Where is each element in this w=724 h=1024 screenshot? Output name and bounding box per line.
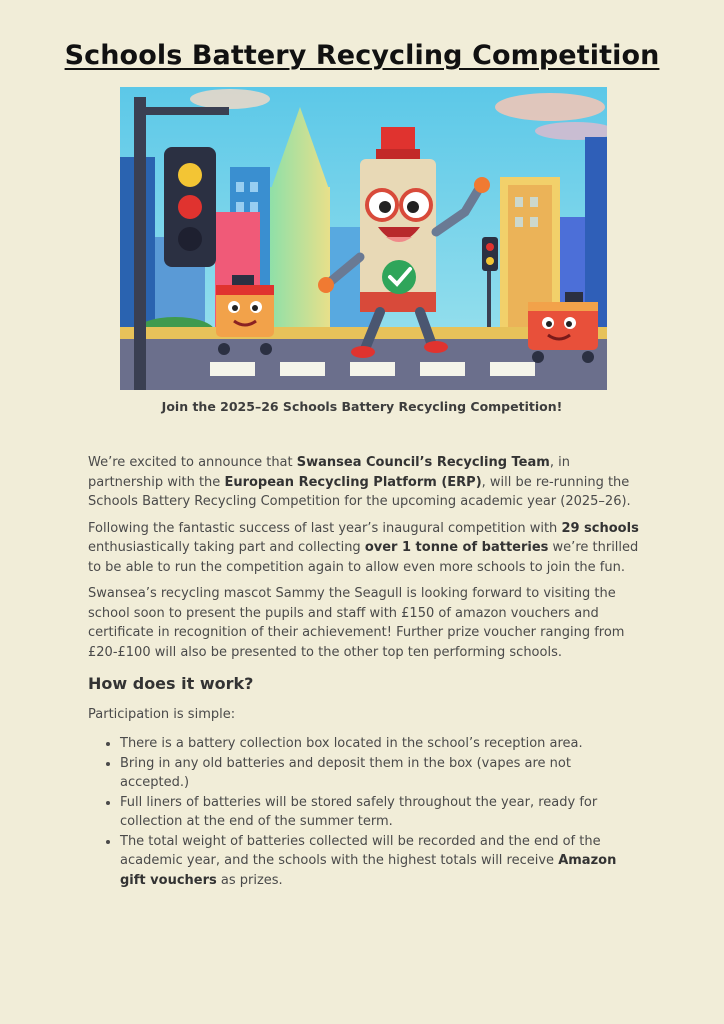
- step-4-text-2: as prizes.: [216, 872, 283, 888]
- article-body: [88, 453, 644, 890]
- intro-bold-1: Swansea Council’s Recycling Team: [296, 455, 550, 470]
- how-it-works-heading: How does it work?: [88, 674, 254, 693]
- page-title: Schools Battery Recycling Competition: [64, 40, 660, 71]
- list-item: [120, 832, 644, 891]
- step-4-text-1: The total weight of batteries collected will be recorded and the end of the academic year, and the schools with the highest totals will receive: [120, 833, 601, 868]
- success-paragraph: [88, 519, 644, 578]
- intro-bold-2: European Recycling Platform (ERP): [224, 474, 482, 490]
- intro-paragraph: [88, 453, 644, 512]
- success-text-1: Following the fantastic success of last year’s inaugural competition with: [88, 520, 562, 536]
- intro-text-2: , in partnership with the: [88, 455, 570, 490]
- hero-caption: Join the 2025–26 Schools Battery Recycling Competition!: [161, 399, 563, 414]
- participation-text: Participation is simple:: [88, 706, 236, 722]
- intro-text-3: , will be re-running the Schools Battery Recycling Competition for the upcoming academic year (2025–26).: [88, 474, 631, 509]
- success-bold-1: 29 schools: [561, 520, 639, 536]
- steps-list: [88, 734, 644, 890]
- list-item: • Full liners of batteries will be stored safely throughout the year, ready for collection at the end of the summer term.: [120, 793, 644, 832]
- success-bold-2: over 1 tonne of batteries: [364, 540, 549, 555]
- success-text-3: we’re thrilled to be able to run the competition again to allow even more schools to join the fun.: [88, 540, 639, 575]
- intro-text-1: We’re excited to announce that: [88, 455, 297, 470]
- step-4-bold: Amazon gift vouchers: [120, 853, 617, 888]
- mascot-paragraph: Swansea’s recycling mascot Sammy the Seagull is looking forward to visiting the school soon to present the pupils and staff with £150 of amazon vouchers and certificate in recognition of their achievement! Further prize voucher ranging from £20-£100 will also be presented to the other top ten performing schools.: [88, 586, 625, 660]
- success-text-2: enthusiastically taking part and collecting: [88, 540, 365, 555]
- list-item: • There is a battery collection box located in the school’s reception area.: [120, 734, 644, 754]
- list-item: • Bring in any old batteries and deposit them in the box (vapes are not accepted.): [120, 754, 644, 793]
- hero-illustration: [120, 87, 607, 390]
